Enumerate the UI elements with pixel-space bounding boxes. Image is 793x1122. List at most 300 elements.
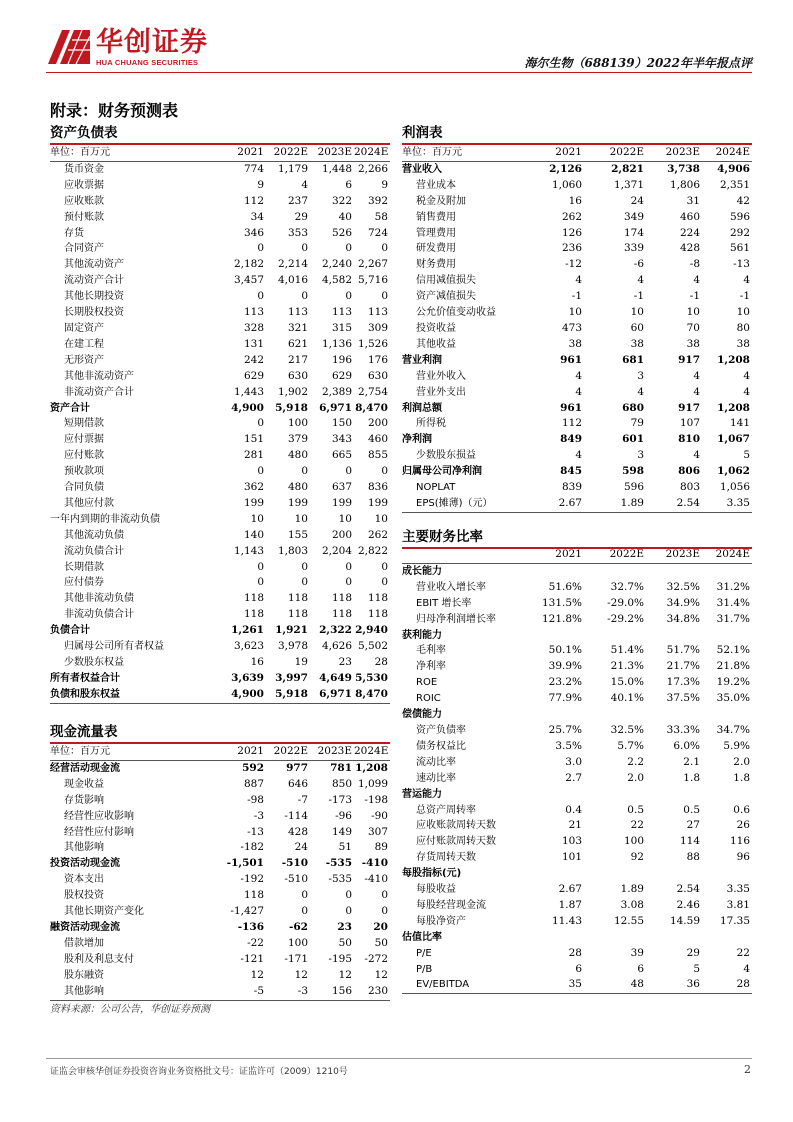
table-row — [402, 257, 752, 273]
unit-label: 单位：百万元 — [50, 145, 178, 161]
row-label: 归属母公司所有者权益 — [64, 641, 164, 653]
cell-value: -410 — [364, 873, 388, 886]
cell-value: 10 — [686, 306, 700, 319]
row-label: 成长能力 — [402, 565, 442, 577]
cell-value: -98 — [247, 793, 264, 806]
ratios-title: 主要财务比率 — [402, 529, 483, 545]
cell-value: 2.0 — [627, 771, 644, 784]
table-row — [402, 369, 752, 385]
table-row — [50, 687, 390, 703]
row-label: 其他长期资产变化 — [64, 906, 144, 918]
row-label: 少数股东损益 — [416, 450, 476, 462]
row-label: 经营性应收影响 — [64, 810, 134, 822]
cell-value: 156 — [310, 984, 354, 1000]
row-label: 营业外支出 — [416, 386, 466, 398]
table-row — [402, 962, 752, 978]
table-row — [50, 984, 390, 1000]
cell-value: 155 — [287, 528, 308, 541]
cell-value: 849 — [560, 433, 582, 446]
cell-value: 126 — [561, 226, 582, 239]
cell-value: 839 — [561, 481, 582, 494]
row-label: NOPLAT — [416, 482, 456, 494]
cell-value: -510 — [284, 873, 308, 886]
table-row — [402, 882, 752, 898]
cell-value: 1,208 — [717, 353, 750, 366]
cell-value: 50 — [338, 936, 352, 949]
row-label: 毛利率 — [416, 645, 446, 657]
row-label: 货币资金 — [64, 163, 104, 175]
table-row — [402, 691, 752, 707]
cell-value: 0 — [381, 889, 388, 902]
table-row — [50, 777, 390, 793]
cell-value — [584, 563, 646, 579]
cell-value: 1,803 — [277, 544, 308, 557]
cell-value: 3,639 — [231, 671, 264, 684]
year-header: 2022E — [266, 744, 310, 760]
table-row — [50, 416, 390, 432]
row-label: 利润总额 — [402, 402, 442, 414]
row-label: 存货 — [64, 227, 84, 239]
cell-value: 1,179 — [277, 162, 308, 175]
cell-value: 237 — [287, 194, 308, 207]
cell-value: 0 — [381, 576, 388, 589]
row-label: 股利及利息支付 — [64, 953, 134, 965]
cell-value: 781 — [330, 761, 352, 774]
table-row — [50, 639, 390, 655]
row-label: 债务权益比 — [416, 740, 466, 752]
cell-value: 307 — [367, 825, 388, 838]
row-label: 少数股东权益 — [64, 657, 124, 668]
table-row — [402, 596, 752, 612]
row-label: 归母净利润增长率 — [416, 613, 496, 625]
cell-value: 2,214 — [277, 258, 308, 271]
cell-value — [584, 787, 646, 803]
cell-value: 2.54 — [676, 883, 700, 896]
ratios-table — [402, 547, 752, 994]
cell-value: 114 — [679, 835, 700, 848]
cell-value: 199 — [243, 496, 264, 509]
cell-value: 4 — [693, 369, 700, 382]
cashflow-table — [50, 744, 390, 1001]
cell-value: 10 — [250, 512, 264, 525]
cell-value — [584, 866, 646, 882]
cell-value: 51.4% — [610, 644, 644, 657]
cell-value: 0.5 — [683, 803, 700, 816]
appendix-title: 附录：财务预测表 — [50, 101, 179, 120]
cell-value: 2.0 — [733, 755, 750, 768]
cell-value: 21 — [568, 819, 582, 832]
row-label: 获利能力 — [402, 629, 442, 641]
cell-value: 460 — [367, 433, 388, 446]
row-label: 非流动资产合计 — [64, 386, 134, 398]
cell-value: 0 — [301, 560, 308, 573]
cell-value: 2,182 — [233, 258, 264, 271]
cell-value: -3 — [253, 809, 264, 822]
cell-value: 4 — [743, 369, 750, 382]
row-label: EV/EBITDA — [402, 977, 522, 993]
cell-value: 118 — [287, 592, 308, 605]
cell-value: 35 — [522, 977, 584, 993]
cell-value: 50 — [374, 936, 388, 949]
row-label: P/E — [416, 947, 432, 959]
row-label: 长期股权投资 — [64, 307, 124, 319]
cell-value: 22 — [736, 946, 750, 959]
cell-value: 3.08 — [620, 898, 644, 911]
table-row — [50, 904, 390, 920]
table-row — [402, 834, 752, 850]
cell-value: 32.5% — [610, 723, 644, 736]
cell-value: 428 — [287, 825, 308, 838]
row-label: 应付账款 — [64, 450, 104, 462]
row-label: 其他长期投资 — [64, 291, 124, 303]
cell-value: 1,443 — [233, 385, 264, 398]
table-row — [50, 178, 390, 194]
cell-value: 601 — [622, 433, 644, 446]
cell-value: 89 — [374, 841, 388, 854]
cell-value: 31.7% — [716, 612, 750, 625]
row-label: 其他非流动负债 — [64, 593, 134, 605]
income-statement-table — [402, 145, 752, 513]
table-row — [402, 161, 752, 177]
footer-license-note: 证监会审核华创证券投资咨询业务资格批文号：证监许可（2009）1210号 — [50, 1067, 348, 1077]
cell-value: 309 — [367, 321, 388, 334]
row-label: 管理费用 — [416, 227, 456, 239]
cell-value: 224 — [679, 226, 700, 239]
cell-value: 118 — [287, 608, 308, 621]
row-label: 归属母公司净利润 — [402, 466, 482, 478]
cell-value: 70 — [686, 321, 700, 334]
cell-value: 1,371 — [613, 178, 644, 191]
footer-divider — [46, 1058, 752, 1059]
cell-value — [646, 866, 702, 882]
cell-value: 4 — [637, 385, 644, 398]
cell-value: -1 — [633, 290, 644, 303]
cell-value: 4 — [301, 178, 308, 191]
cell-value: 32.7% — [610, 580, 644, 593]
cell-value: 3,623 — [233, 640, 264, 653]
cell-value: 38 — [630, 337, 644, 350]
cell-value: 149 — [331, 825, 352, 838]
cell-value: -29.2% — [607, 612, 644, 625]
cell-value: 12 — [374, 968, 388, 981]
cell-value: 118 — [331, 592, 352, 605]
cell-value: 23 — [338, 656, 352, 668]
cell-value: 2,204 — [321, 544, 352, 557]
cell-value: 0.5 — [627, 803, 644, 816]
table-row — [402, 803, 752, 819]
row-label: 其他应付款 — [64, 497, 114, 509]
cell-value: 596 — [623, 481, 644, 494]
cell-value: -535 — [325, 857, 352, 870]
cell-value: 621 — [287, 337, 308, 350]
cell-value: 3 — [637, 369, 644, 382]
logo-subtitle: HUA CHUANG SECURITIES — [96, 58, 199, 67]
cell-value: 392 — [367, 194, 388, 207]
table-row — [402, 866, 752, 882]
cell-value: -62 — [289, 920, 308, 933]
cell-value: 630 — [367, 369, 388, 382]
cell-value: 1,921 — [275, 624, 308, 637]
row-label: 应收账款周转天数 — [416, 820, 496, 832]
cell-value: 0 — [381, 905, 388, 918]
cell-value: 6.0% — [673, 739, 700, 752]
cell-value: 15.0% — [610, 676, 644, 689]
row-label: 每股经营现金流 — [416, 899, 486, 911]
cell-value: 4,900 — [178, 687, 266, 703]
cell-value: 230 — [354, 984, 390, 1000]
table-row — [402, 385, 752, 401]
cell-value — [522, 563, 584, 579]
cell-value: 480 — [287, 481, 308, 494]
report-title: 海尔生物（688139）2022年半年报点评 — [524, 56, 752, 70]
cell-value: 346 — [243, 226, 264, 239]
table-row — [50, 353, 390, 369]
row-label: 经营性应付影响 — [64, 826, 134, 838]
cell-value: 4 — [693, 449, 700, 462]
cell-value: 2.67 — [522, 496, 584, 512]
row-label: 流动比率 — [416, 756, 456, 768]
cell-value: 4 — [693, 274, 700, 287]
cell-value: 200 — [367, 417, 388, 430]
cell-value: 2.46 — [676, 898, 700, 911]
cell-value: 0 — [301, 576, 308, 589]
cell-value: -1 — [739, 290, 750, 303]
cell-value: 12 — [250, 968, 264, 981]
cell-value: 343 — [331, 433, 352, 446]
table-row — [402, 321, 752, 337]
cell-value: 112 — [243, 194, 264, 207]
row-label: 营业利润 — [402, 354, 442, 366]
cell-value: -173 — [328, 793, 352, 806]
table-header-row — [50, 744, 390, 760]
data-source-note: 资料来源：公司公告，华创证券预测 — [50, 1004, 210, 1015]
row-label: 其他流动资产 — [64, 259, 124, 271]
cell-value: 24 — [630, 194, 644, 207]
cell-value: 19.2% — [716, 676, 750, 689]
row-label: 应收账款 — [64, 195, 104, 207]
cell-value: 10 — [294, 512, 308, 525]
cell-value: 526 — [331, 226, 352, 239]
cell-value: 100 — [287, 936, 308, 949]
cell-value: -114 — [284, 809, 308, 822]
table-row — [50, 210, 390, 226]
row-label: 资产减值损失 — [416, 291, 476, 303]
table-row — [402, 771, 752, 787]
cell-value: 630 — [287, 369, 308, 382]
cell-value: 4 — [743, 274, 750, 287]
row-label: 营业外收入 — [416, 370, 466, 382]
table-row — [402, 755, 752, 771]
table-row — [402, 401, 752, 417]
cell-value: 0 — [345, 465, 352, 478]
row-label: 应收票据 — [64, 179, 104, 191]
row-label: 其他影响 — [50, 984, 178, 1000]
table-row — [50, 194, 390, 210]
cell-value: -410 — [361, 857, 388, 870]
table-row — [50, 920, 390, 936]
cell-value: 8,470 — [355, 401, 388, 414]
row-label: 存货影响 — [64, 794, 104, 806]
row-label: 应付债券 — [64, 577, 104, 589]
row-label: 合同负债 — [64, 482, 104, 494]
cell-value: 1.8 — [733, 771, 750, 784]
cell-value: 5,530 — [355, 671, 388, 684]
cell-value — [646, 628, 702, 644]
cell-value — [584, 628, 646, 644]
row-label: 经营活动现金流 — [50, 762, 120, 774]
table-row — [50, 401, 390, 417]
table-row — [402, 612, 752, 628]
table-row — [402, 977, 752, 993]
table-row — [50, 968, 390, 984]
table-row — [402, 464, 752, 480]
row-label: 负债和股东权益 — [50, 687, 178, 703]
table-row — [50, 655, 390, 671]
cell-value: 96 — [736, 851, 750, 864]
cell-value — [522, 628, 584, 644]
cell-value — [584, 930, 646, 946]
table-row — [50, 544, 390, 560]
year-header: 2021 — [178, 744, 266, 760]
year-header: 2021 — [522, 145, 584, 161]
cell-value: 292 — [729, 226, 750, 239]
cell-value: 0 — [257, 417, 264, 430]
cell-value: -13 — [247, 825, 264, 838]
cell-value: 0 — [381, 560, 388, 573]
cell-value: 28 — [374, 656, 388, 668]
cell-value: 12 — [294, 968, 308, 981]
table-row — [50, 607, 390, 623]
cell-value: 2.7 — [565, 771, 582, 784]
cell-value: 0 — [381, 465, 388, 478]
cell-value: 4 — [575, 369, 582, 382]
cell-value: 39 — [630, 946, 644, 959]
table-row — [50, 856, 390, 872]
cell-value: 596 — [729, 210, 750, 223]
cell-value: 855 — [367, 449, 388, 462]
cell-value: 3,457 — [233, 274, 264, 287]
cell-value: 2,240 — [321, 258, 352, 271]
cell-value: 629 — [331, 369, 352, 382]
cell-value: 38 — [686, 337, 700, 350]
cell-value: 10 — [630, 306, 644, 319]
row-label: 净利率 — [416, 661, 446, 673]
row-label: 短期借款 — [64, 418, 104, 430]
cell-value: 107 — [679, 417, 700, 430]
row-label: 其他收益 — [416, 338, 456, 350]
table-row — [50, 464, 390, 480]
cell-value: 379 — [287, 433, 308, 446]
cell-value: 236 — [561, 242, 582, 255]
cell-value: 629 — [243, 369, 264, 382]
cell-value: 29 — [294, 210, 308, 223]
year-header: 2023E — [310, 145, 354, 161]
cell-value: 2.2 — [627, 755, 644, 768]
table-row — [402, 580, 752, 596]
cell-value — [646, 707, 702, 723]
cell-value: 21.3% — [610, 660, 644, 673]
cell-value — [522, 707, 584, 723]
cell-value — [522, 787, 584, 803]
cell-value: 33.3% — [666, 723, 700, 736]
cell-value: 196 — [331, 353, 352, 366]
cell-value: 0 — [345, 576, 352, 589]
cell-value: 32.5% — [666, 580, 700, 593]
row-label: 营业收入增长率 — [416, 581, 486, 593]
cell-value: 281 — [243, 449, 264, 462]
table-row — [402, 707, 752, 723]
cell-value: 131.5% — [541, 596, 582, 609]
cell-value: 28 — [568, 946, 582, 959]
cell-value: 598 — [622, 465, 644, 478]
table-row — [402, 289, 752, 305]
row-label: 非流动负债合计 — [64, 609, 134, 621]
cell-value: 4,906 — [717, 162, 750, 175]
row-label: 营业成本 — [416, 179, 456, 191]
cell-value: 845 — [560, 465, 582, 478]
cell-value: 80 — [736, 321, 750, 334]
row-label: 负债合计 — [50, 625, 90, 637]
year-header: 2023E — [646, 145, 702, 161]
cell-value: 26 — [736, 819, 750, 832]
cell-value: 0 — [257, 290, 264, 303]
cell-value: 917 — [678, 353, 700, 366]
cell-value: 4,649 — [319, 671, 352, 684]
cell-value: 51.7% — [666, 644, 700, 657]
cell-value: 60 — [630, 321, 644, 334]
table-row — [50, 337, 390, 353]
cell-value: 100 — [287, 417, 308, 430]
cell-value: 646 — [287, 777, 308, 790]
table-row — [402, 273, 752, 289]
row-label: 融资活动现金流 — [50, 921, 120, 933]
balance-sheet-table — [50, 145, 390, 704]
cell-value: 637 — [331, 481, 352, 494]
cell-value: 836 — [367, 481, 388, 494]
cell-value: 21.8% — [716, 660, 750, 673]
cell-value: 1,208 — [355, 761, 388, 774]
table-row — [50, 671, 390, 687]
row-label: 偿债能力 — [402, 709, 442, 721]
cell-value: 5,716 — [357, 274, 388, 287]
row-label: 股东融资 — [64, 969, 104, 981]
cell-value: -22 — [247, 936, 264, 949]
cell-value: 0 — [301, 889, 308, 902]
cell-value: 1,806 — [669, 178, 700, 191]
cell-value: 6 — [637, 962, 644, 975]
row-label: 所有者权益合计 — [50, 672, 120, 684]
table-row — [50, 257, 390, 273]
cell-value: 322 — [331, 194, 352, 207]
cell-value: 118 — [367, 608, 388, 621]
cell-value: 2,267 — [357, 258, 388, 271]
cell-value: 3.5% — [555, 739, 582, 752]
row-label: 每股指标(元) — [402, 868, 462, 880]
cell-value: 2.67 — [558, 883, 582, 896]
cell-value: -195 — [328, 952, 352, 965]
cell-value: 8,470 — [354, 687, 390, 703]
unit-label: 单位：百万元 — [50, 744, 178, 760]
table-row — [402, 563, 752, 579]
cell-value: 5,918 — [266, 687, 310, 703]
cell-value: 0 — [381, 242, 388, 255]
row-label: 应付账款周转天数 — [416, 836, 496, 848]
cell-value — [702, 628, 752, 644]
cell-value: 10 — [568, 306, 582, 319]
cell-value: 48 — [584, 977, 646, 993]
table-row — [402, 930, 752, 946]
table-row — [50, 480, 390, 496]
